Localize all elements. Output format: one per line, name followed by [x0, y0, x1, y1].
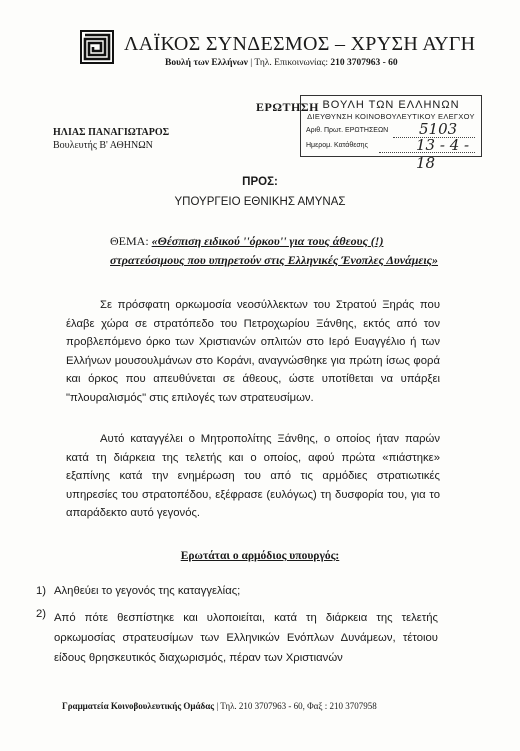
subject-label: ΘΕΜΑ:	[110, 234, 152, 248]
stamp-protocol-number: 5103	[419, 120, 458, 138]
footer-contacts: | Τηλ. 210 3707963 - 60, Φαξ : 210 3707958	[214, 701, 377, 711]
header-subtitle	[165, 58, 398, 68]
contact-label: | Τηλ. Επικοινωνίας:	[247, 58, 331, 68]
subject-text: «Θέσπιση ειδικού ''όρκου'' για τους άθεους (!) στρατεύσιμους που υπηρετούν στις Ελληνικές Ένοπλες Δυνάμεις»	[110, 234, 439, 267]
questions-intro	[0, 550, 520, 562]
author-name: ΗΛΙΑΣ ΠΑΝΑΓΙΩΤΑΡΟΣ	[53, 127, 170, 138]
party-logo-icon	[80, 30, 114, 64]
question-2-number: 2)	[36, 608, 47, 620]
stamp-title: ΒΟΥΛΗ ΤΩΝ ΕΛΛΗΝΩΝ	[322, 99, 460, 111]
body-paragraph-2: Αυτό καταγγέλει ο Μητροπολίτης Ξάνθης, ο οποίος ήταν παρών κατά τη διάρκεια της τελετής και ο οποίος, αφού πρώτα «πιάστηκε» εξαπίνης κατά την ενημέρωση του από τις αρμόδιες στρατιωτικές υπηρεσίες του στρατοπέδου, εξέφρασε (ευλόγως) τη δυσφορία του, για το απαράδεκτο αυτό γεγονός.	[66, 433, 440, 519]
question-1-text: Αληθεύει το γεγονός της καταγγελίας;	[54, 585, 241, 597]
stamp-date-label: Ημερομ. Κατάθεσης	[306, 142, 368, 149]
questions-intro-text: Ερωτάται ο αρμόδιος υπουργός:	[180, 550, 340, 562]
subject	[110, 232, 450, 270]
party-name: ΛΑΪΚΟΣ ΣΥΝΔΕΣΜΟΣ – ΧΡΥΣΗ ΑΥΓΗ	[124, 33, 476, 55]
footer-secretariat: Γραμματεία Κοινοβουλευτικής Ομάδας	[62, 701, 215, 711]
parliament-label: Βουλή των Ελλήνων	[165, 58, 248, 68]
recipient-ministry: ΥΠΟΥΡΓΕΙΟ ΕΘΝΙΚΗΣ ΑΜΥΝΑΣ	[174, 196, 346, 208]
footer	[62, 701, 377, 711]
body-paragraph-1: Σε πρόσφατη ορκωμοσία νεοσύλλεκτων του Στρατού Ξηράς που έλαβε χώρα σε στρατόπεδο του Πετροχωρίου Ξάνθης, εκτός από τον προβλεπόμενο όρκο των Χριστιανών οπλιτών στο Ιερό Ευαγγέλιο ή των Ελλήνων μουσουλμάνων στο Κοράνι, αναγνώσθηκε για πρώτη ίσως φορά και όρκος που απευθύνεται σε άθεους, ώστε υποτίθεται να υπάρξει "πλουραλισμός" στις επιλογές των στρατευσίμων.	[66, 299, 440, 404]
parliament-stamp	[300, 95, 482, 172]
recipient-label: ΠΡΟΣ:	[242, 176, 278, 188]
document-type: ΕΡΩΤΗΣΗ	[256, 100, 319, 114]
stamp-directorate: ΔΙΕΥΘΥΝΣΗ ΚΟΙΝΟΒΟΥΛΕΥΤΙΚΟΥ ΕΛΕΓΧΟΥ	[307, 112, 475, 121]
contact-phone: 210 3707963 - 60	[330, 58, 398, 68]
question-1-number: 1)	[36, 585, 47, 597]
author-role: Βουλευτής Β' ΑΘΗΝΩΝ	[53, 140, 153, 151]
stamp-protocol-label: Αριθ. Πρωτ. ΕΡΩΤΗΣΕΩΝ	[306, 127, 389, 134]
stamp-date: 13 - 4 - 18	[416, 136, 470, 172]
question-2-text: Από πότε θεσπίστηκε και υλοποιείται, κατά τη διάρκεια της τελετής ορκωμοσίας στρατευσίμων των Ελληνικών Ενόπλων Δυνάμεων, τέτοιου είδους θρησκευτικός διαχωρισμός, πέραν των Χριστιανών	[54, 612, 438, 664]
